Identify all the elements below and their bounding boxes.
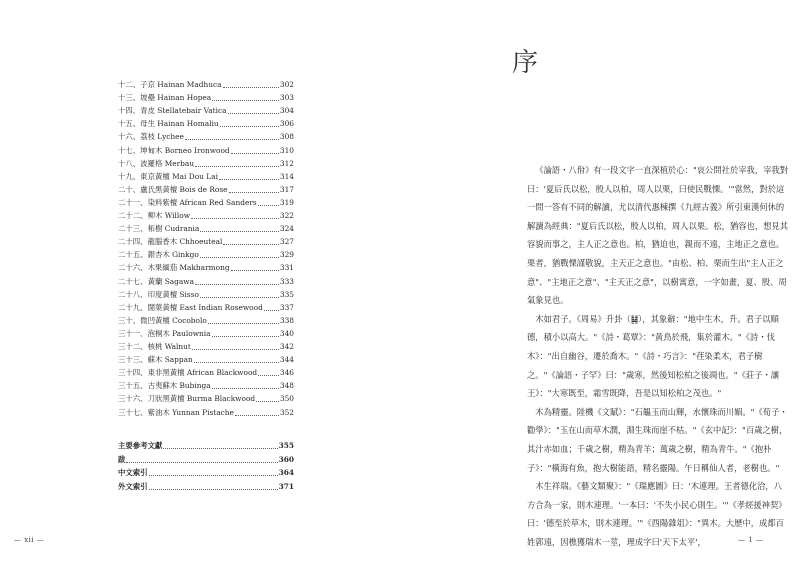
- toc-entry: [118, 79, 294, 91]
- toc-entry-label: 十四、青皮 Stellatebair Vatica: [118, 106, 227, 116]
- toc-entry: [118, 380, 294, 392]
- toc-leader-dots: [163, 447, 277, 449]
- toc-leader-dots: [223, 86, 279, 88]
- toc-leader-dots: [231, 269, 279, 271]
- toc-leader-dots: [212, 387, 279, 389]
- toc-leader-dots: [149, 474, 278, 476]
- toc-entry: [118, 184, 294, 196]
- toc-entry-page: 333: [279, 276, 294, 286]
- toc-leader-dots: [212, 99, 279, 101]
- toc-entry-label: 二十三、柘樹 Cudrania: [118, 224, 200, 234]
- toc-entry-page: 331: [279, 263, 294, 273]
- toc-leader-dots: [194, 361, 279, 363]
- toc-entry: [118, 354, 294, 366]
- toc-leader-dots: [126, 461, 277, 463]
- preface-paragraph: 木生祥瑞。《藝文類聚》："《瑞應圖》曰：'木連理。王者德化洽，八方合為一家，則木連理。'一本曰：'不失小民心則生。'"《孝經援神契》曰：'德至於草木，則木連理。'"《酉陽雜俎》："異木。大歷中，成都百姓郭遠，因樵獲瑞木一莖，理成字曰'天下太平'，: [527, 481, 787, 547]
- toc-leader-dots: [264, 309, 279, 311]
- page-number-right: — 1 —: [738, 536, 764, 544]
- toc-entry-label: 二十四、龍腦香木 Chhoeuteal: [118, 237, 223, 247]
- toc-entry-page: 346: [279, 368, 294, 378]
- toc-leader-dots: [235, 414, 279, 416]
- toc-entry-label: 十九、東京黃檀 Mai Dou Lai: [118, 171, 218, 181]
- toc-entry-page: 319: [279, 197, 294, 207]
- toc-entry-page: 327: [279, 237, 294, 247]
- toc-entry-page: 348: [279, 381, 294, 391]
- toc-entry-label: 二十八、印度黃檀 Sisso: [118, 289, 199, 299]
- toc-leader-dots: [231, 152, 279, 154]
- toc-entry-label: 三十七、紫油木 Yunnan Pistache: [118, 407, 234, 417]
- toc-entry-page: 344: [279, 355, 294, 365]
- toc-entry: [118, 171, 294, 183]
- toc-entry-label: 十五、母生 Hainan Homaliu: [118, 119, 219, 129]
- toc-entry: [118, 302, 294, 314]
- toc-entry-page: 364: [278, 468, 294, 478]
- toc-entry-page: 302: [279, 80, 294, 89]
- toc-appendix-entry: [118, 440, 294, 452]
- toc-entry-label: 二十七、黃蘭 Sagawa: [118, 276, 195, 286]
- toc-entry: [118, 210, 294, 222]
- toc-entry-label: 三十六、刀狀黑黃檀 Burma Blackwood: [118, 394, 256, 404]
- toc-entry-page: 371: [278, 481, 294, 491]
- toc-entry: [118, 92, 294, 104]
- toc-entry-label: 十二、子京 Hainan Madhuca: [118, 80, 222, 89]
- toc-entry: [118, 315, 294, 327]
- toc-leader-dots: [192, 348, 279, 350]
- preface-heading: 序: [512, 48, 539, 78]
- toc-entry-label: 三十一、泡桐木 Paulownia: [118, 328, 211, 338]
- toc-entry-page: 312: [279, 158, 294, 168]
- toc-entry: [118, 249, 294, 261]
- toc-leader-dots: [195, 165, 279, 167]
- toc-entry-label: 三十四、東非黑黃檀 African Blackwood: [118, 368, 258, 378]
- toc-entry-label: 跋: [118, 454, 126, 464]
- toc-entry: [118, 328, 294, 340]
- toc-entry-label: 三十五、古夷蘇木 Bubinga: [118, 381, 211, 391]
- toc-entry: [118, 131, 294, 143]
- toc-leader-dots: [220, 125, 279, 127]
- toc-entry-page: 342: [279, 342, 294, 351]
- toc-entry-label: 三十二、核桃 Walnut: [118, 342, 191, 351]
- toc-leader-dots: [229, 191, 279, 193]
- toc-entry: [118, 276, 294, 288]
- toc-entry-page: 350: [279, 394, 294, 404]
- toc-entry-page: 352: [279, 407, 294, 417]
- toc-leader-dots: [200, 296, 279, 298]
- toc-entry-page: 337: [279, 302, 294, 312]
- toc-entry: [118, 105, 294, 117]
- toc-entry-label: 二十二、柳木 Willow: [118, 211, 191, 220]
- toc-entry-page: 338: [279, 315, 294, 325]
- toc-entry: [118, 393, 294, 405]
- toc-entry: [118, 289, 294, 301]
- toc-entry-page: 322: [279, 211, 294, 220]
- toc-entry-label: 十三、坡壘 Hainan Hopea: [118, 93, 212, 103]
- toc-entry-label: 三十三、蘇木 Sappan: [118, 355, 193, 365]
- toc-entry-label: 主要參考文獻: [118, 441, 163, 450]
- toc-leader-dots: [185, 138, 279, 140]
- toc-leader-dots: [258, 204, 279, 206]
- toc-entry-label: 二十九、闊葉黃檀 East Indian Rosewood: [118, 302, 263, 312]
- toc-entry: [118, 197, 294, 209]
- toc-leader-dots: [200, 230, 279, 232]
- toc-entry-label: 二十、盧氏黑黃檀 Bois de Rose: [118, 184, 228, 194]
- preface-body: [527, 161, 789, 551]
- toc-entry: [118, 367, 294, 379]
- toc-entry-label: 二十六、木果緬茄 Makharmong: [118, 263, 230, 273]
- toc-entry-label: 外文索引: [118, 481, 148, 491]
- toc-entry-page: 303: [279, 93, 294, 103]
- toc-leader-dots: [195, 283, 279, 285]
- toc-leader-dots: [208, 322, 279, 324]
- preface-paragraph: 木如君子。《周易》升卦（䷭），其象辭："地中生木，升。君子以順德，積小以高大。"《詩・葛覃》："黃鳥於飛，集於灌木。"《詩・伐木》："出自幽谷，遷於喬木。"《詩・巧言》："荏染柔木，君子樹之。"《論語・子罕》曰："歲寒，然後知松柏之後凋也。"《莊子・讓王》："大寒既至，霜雪既降，吾是以知松柏之茂也。": [527, 313, 780, 399]
- toc-appendix-entry: [118, 481, 294, 493]
- toc-entry: [118, 262, 294, 274]
- toc-entry: [118, 158, 294, 170]
- toc-leader-dots: [258, 374, 279, 376]
- toc-entry-page: 340: [279, 328, 294, 338]
- toc-entry-page: 335: [279, 289, 294, 299]
- toc-leader-dots: [256, 400, 279, 402]
- toc-appendix-entry: [118, 454, 294, 466]
- toc-entry-page: 304: [279, 106, 294, 116]
- toc-entry-label: 二十五、銀杏木 Ginkgo: [118, 250, 199, 260]
- preface-paragraph: 《論語・八佾》有一段文字一直深植於心："哀公問社於宰我，宰我對曰：'夏后氏以松，殷人以柏，周人以栗，曰使民戰慄。'"當然，對於這一問一答有不同的解讀，尤以清代惠棟撰《九經古義》所引東漢何休的解讀為經典："夏后氏以松，殷人以柏，周人以栗。松，猶容也，想見其容貌而事之，主人正之意也。柏，猶迫也，親而不遠，主地正之意也。栗者，猶戰慄謹敬貌，主天正之意也。"由松、柏、栗而生出"主人正之意"、"主地正之意"、"主天正之意"，以樹寓意，一字如畫，夏、殷、周氣象見也。: [527, 165, 789, 306]
- toc-entry-page: 360: [278, 454, 294, 464]
- toc-leader-dots: [228, 112, 279, 114]
- toc-leader-dots: [191, 217, 279, 219]
- toc-leader-dots: [200, 256, 279, 258]
- toc-entry-label: 中文索引: [118, 468, 148, 478]
- toc-entry-page: 310: [279, 145, 294, 155]
- toc-entry-label: 二十一、染料紫檀 African Red Sanders: [118, 197, 257, 207]
- toc-leader-dots: [212, 335, 279, 337]
- toc-entry: [118, 341, 294, 353]
- toc-entry: [118, 145, 294, 157]
- page-number-left: — xii —: [14, 536, 45, 544]
- toc-entry-page: 329: [279, 250, 294, 260]
- toc-entry-page: 308: [279, 132, 294, 142]
- toc-entry-page: 306: [279, 119, 294, 129]
- toc-leader-dots: [149, 488, 278, 490]
- toc-entry: [118, 236, 294, 248]
- toc-entry: [118, 223, 294, 235]
- toc-entry-page: 355: [278, 441, 294, 450]
- toc-entry-page: 317: [279, 184, 294, 194]
- toc-entry-label: 十七、坤甸木 Borneo Ironwood: [118, 145, 230, 155]
- toc-leader-dots: [223, 243, 279, 245]
- toc-leader-dots: [219, 178, 279, 180]
- toc-entry-label: 十八、波羅格 Merbau: [118, 158, 195, 168]
- toc-entry-page: 314: [279, 171, 294, 181]
- toc-entry-label: 十六、荔枝 Lychee: [118, 132, 184, 142]
- toc-appendix-entry: [118, 467, 294, 479]
- toc-entry: [118, 118, 294, 130]
- preface-paragraph: 木為精靈。陸機《文賦》："石韞玉而山輝，水懷珠而川媚。"《荀子・勸學》："玉在山而草木潤，淵生珠而崖不枯。"《玄中記》："百歲之樹，其汁赤如血；千歲之樹，精為青羊；萬歲之樹，精為青牛。"《抱朴子》："橫海有魚，抱大樹能語，精名靈陽。午日稱仙人者，老樹也。": [527, 406, 788, 473]
- toc-entry: [118, 407, 294, 419]
- toc-entry-label: 三十、微凹黃檀 Cocobolo: [118, 315, 207, 325]
- toc-entry-page: 324: [279, 224, 294, 234]
